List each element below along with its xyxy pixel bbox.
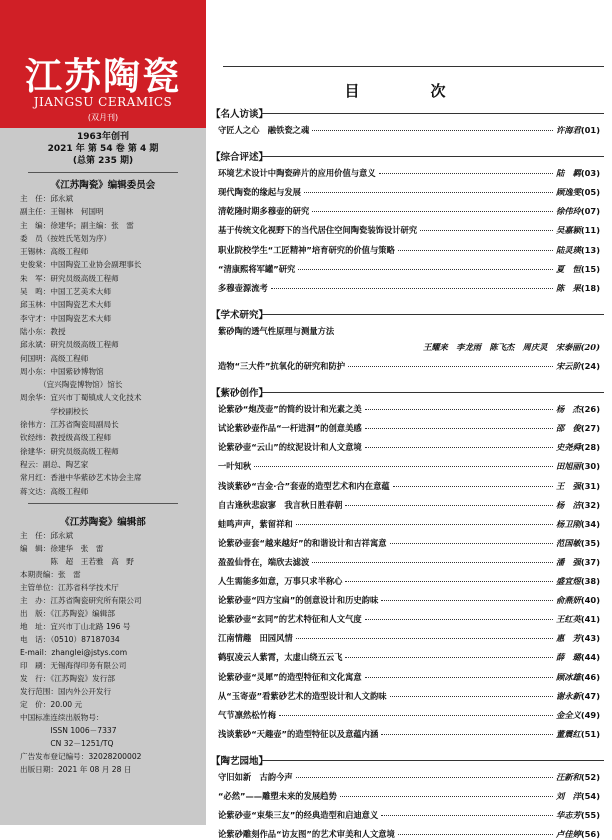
entry-title: 论紫砂“炮茂壶”的简约设计和光素之美 (218, 404, 362, 415)
masthead-line: 电 话：（0510）87187034 (20, 635, 120, 644)
entry-author: 惠 芳 (555, 633, 581, 644)
masthead-line: 蒋文达：高级工程师 (20, 486, 89, 496)
masthead-line: 出 版：《江苏陶瓷》编辑部 (20, 609, 115, 618)
entry-author: 谢永新 (555, 690, 581, 701)
masthead-panel (0, 0, 206, 825)
dot-leader (340, 795, 553, 797)
toc-title: 目 次 (344, 82, 474, 100)
toc-entry[interactable] (218, 263, 600, 275)
entry-title: 守匠人之心 融铁瓷之魂 (218, 125, 310, 135)
masthead-line: 广告发布登记编号：32028200002 (20, 752, 142, 761)
entry-author: 许海君 (555, 125, 581, 135)
masthead-line: 程云：副总、陶艺家 (20, 459, 89, 469)
entry-author: 邵 俊 (555, 423, 581, 434)
masthead-line: 学校副校长 (20, 406, 89, 416)
entry-title: 鹤驭凌云人紫霄，太虚山绕五云飞 (218, 652, 343, 663)
toc-entry[interactable] (218, 790, 600, 802)
dot-leader (296, 637, 553, 639)
entry-title: 紫砂陶的透气性原理与测量方法 (218, 325, 335, 336)
masthead-line: 王锡林：高级工程师 (20, 247, 89, 257)
entry-page: (49) (580, 709, 600, 720)
dot-leader (254, 465, 553, 467)
entry-author: 卢佳婷 (555, 829, 581, 840)
masthead-line: 主 任：邱永斌 (20, 194, 74, 203)
entry-title: 气节凛然松竹梅 (218, 709, 277, 720)
entry-page: (34) (580, 518, 600, 529)
masthead-line: 副主任：王锡林 何国明 (20, 207, 104, 217)
entry-author: 顾冰雄 (555, 671, 581, 682)
masthead-line: 徐伟方：江苏省陶瓷局副局长 (20, 420, 119, 430)
masthead-line: 印 刷：无锡海得印务有限公司 (20, 661, 127, 670)
toc-entry[interactable] (218, 632, 600, 644)
dot-leader (345, 656, 552, 658)
entry-title: 多穆壶源流考 (218, 282, 268, 293)
entry-title: 环境艺术设计中陶瓷碎片的应用价值与意义 (218, 168, 376, 179)
toc-entry[interactable] (218, 167, 600, 179)
masthead-line: ISSN 1006－7337 (20, 726, 117, 735)
masthead-line: 定 价：20.00 元 (20, 700, 83, 709)
entry-page: (44) (580, 652, 600, 663)
toc-entry[interactable] (218, 224, 600, 236)
entry-page: (11) (580, 225, 600, 236)
dot-leader (381, 733, 553, 735)
toc-entry[interactable] (218, 499, 600, 511)
dot-leader (420, 229, 553, 231)
entry-page: (27) (580, 423, 600, 434)
entry-page: (30) (580, 461, 600, 472)
entry-title: 论紫砂壶“束柴三友”的经典造型和启迪意义 (218, 810, 379, 821)
dot-leader (365, 408, 553, 410)
entry-author: 俞燕妍 (555, 595, 581, 606)
toc-entry[interactable] (218, 480, 600, 492)
toc-entry[interactable] (218, 282, 600, 294)
entry-page: (07) (580, 206, 600, 217)
entry-title: 盈盈仙骨在，端欣去滤波 (218, 556, 310, 567)
dot-leader (365, 427, 553, 429)
masthead-line: 发行范围：国内外公开发行 (20, 687, 112, 696)
toc-entry[interactable] (218, 186, 600, 198)
dot-leader (279, 714, 553, 716)
dot-leader (296, 776, 553, 778)
masthead-line: 陆小东：教授 (20, 326, 66, 336)
entry-author: 杨 杰 (555, 404, 581, 415)
toc-entry[interactable] (218, 556, 600, 568)
masthead-line: 史俊棠：中国陶瓷工业协会副理事长 (20, 260, 142, 270)
entry-author: 王 强 (555, 480, 581, 491)
toc-entry[interactable] (218, 828, 600, 840)
entry-page: (01) (580, 125, 600, 135)
entry-page: (03) (580, 168, 600, 179)
toc-entry[interactable] (218, 709, 600, 721)
dot-leader (296, 523, 553, 525)
entry-author: 范国敏 (555, 537, 581, 548)
toc-entry[interactable] (218, 441, 600, 453)
toc-entry[interactable] (218, 809, 600, 821)
entry-author: 陆灵瑛 (555, 244, 581, 255)
toc-entry[interactable] (218, 124, 600, 136)
toc-entry[interactable] (218, 728, 600, 740)
toc-entry[interactable] (218, 205, 600, 217)
toc-entry[interactable] (218, 422, 600, 434)
entry-page: (31) (580, 480, 600, 491)
dept-list (20, 529, 204, 776)
entry-title: “清康熙将军罐”研究 (218, 263, 296, 274)
total-issue: (总第 235 期) (72, 156, 134, 166)
dot-leader (393, 485, 553, 487)
journal-title: 江苏陶瓷 (25, 54, 181, 98)
category-rule (262, 156, 604, 157)
entry-page: (13) (580, 244, 600, 255)
toc-entry[interactable] (218, 325, 600, 337)
masthead-line: 常月红：香港中华紫砂艺术协会主席 (20, 473, 142, 483)
toc-entry[interactable] (218, 403, 600, 415)
toc-entry[interactable] (218, 518, 600, 530)
entry-title: 论紫砂壶“灵犀”的造型特征和文化寓意 (218, 671, 362, 682)
entry-author: 王红英 (555, 614, 581, 625)
dot-leader (390, 695, 553, 697)
masthead-line: 陈 超 王若雅 高 野 (20, 557, 134, 566)
entry-title: 浅谈紫砂“天趣壶”的造型特征以及意蕴内涵 (218, 728, 379, 739)
toc-entry[interactable] (218, 537, 600, 549)
masthead-line: E-mail：zhanglei@jstys.com (20, 648, 128, 657)
entry-page: (28) (580, 442, 600, 453)
entry-title: 职业院校学生“工匠精神”培育研究的价值与策略 (218, 244, 395, 255)
entry-title: 守旧如新 古韵今声 (218, 771, 293, 782)
dot-leader (312, 129, 553, 131)
dot-leader (312, 561, 553, 563)
entry-page: (35) (580, 537, 600, 548)
entry-title: 论紫砂壶“四方宝扁”的创意设计和历史韵味 (218, 595, 379, 606)
header-rule (223, 66, 604, 67)
entry-page: (05) (580, 187, 600, 198)
toc-entry[interactable] (218, 594, 600, 606)
entry-author: 薛 璐 (555, 652, 581, 663)
entry-title: 论紫砂壶套“越来越好”的和谐设计和吉祥寓意 (218, 537, 387, 548)
masthead-line: 李守才：中国陶瓷艺术大师 (20, 313, 112, 323)
dot-leader (379, 172, 553, 174)
toc-entry[interactable] (218, 244, 600, 256)
entry-author: 徐伟玲 (555, 206, 581, 217)
dot-leader (312, 210, 553, 212)
masthead-line: 朱 军：研究员级高级工程师 (20, 273, 119, 283)
entry-title: 自古逢秋悲寂寥 我言秋日胜春朝 (218, 499, 343, 510)
dot-leader (365, 446, 553, 448)
entry-page: (15) (580, 263, 600, 274)
dot-leader (298, 268, 553, 270)
toc-entry[interactable] (218, 651, 600, 663)
entry-page: (55) (580, 810, 600, 821)
dot-leader (345, 504, 552, 506)
toc-entry[interactable] (218, 360, 600, 372)
journal-subtitle: JIANGSU CERAMICS (33, 95, 173, 109)
masthead-line: 编 辑：徐建华 张 雷 (20, 544, 104, 553)
dot-leader (345, 580, 552, 582)
entry-author: 夏 恒 (555, 263, 581, 274)
entry-author: 刘 洋 (555, 791, 581, 801)
entry-title: 清乾隆时期多穆壶的研究 (218, 206, 310, 217)
entry-page: (54) (580, 791, 600, 801)
masthead-line: 主 任：邱永斌 (20, 531, 74, 540)
category-rule (262, 760, 604, 761)
toc-entry[interactable] (218, 690, 600, 702)
dot-leader (398, 833, 553, 835)
masthead-line: 周余华：宜兴市丁蜀镇成人文化技术 (20, 393, 142, 403)
entry-title: 从“玉寄壶”看紫砂艺术的造型设计和人文韵味 (218, 690, 387, 701)
entry-title: 现代陶瓷的缘起与发展 (218, 187, 301, 198)
journal-logo (0, 0, 206, 128)
entry-page: (51) (580, 728, 600, 739)
entry-author: 盛宜煜 (555, 576, 581, 586)
toc-entry[interactable] (218, 575, 600, 587)
entry-author: 杨 洁 (555, 499, 581, 510)
entry-page: (37) (580, 556, 600, 567)
entry-page: (41) (580, 614, 600, 625)
issue-info (0, 131, 206, 167)
masthead-line: 地 址：宜兴市丁山北路 196 号 (20, 622, 131, 631)
masthead-line: 主 编：徐建华；副主编：张 雷 (20, 220, 134, 230)
entry-page: (24) (580, 361, 600, 371)
toc-category: 【紫砂创作】 (211, 388, 269, 400)
masthead-line: 邱永斌：研究员级高级工程师 (20, 340, 119, 350)
category-rule (262, 314, 604, 315)
entry-page: (26) (580, 404, 600, 415)
category-rule (262, 392, 604, 393)
dot-leader (390, 542, 553, 544)
entry-page: (47) (580, 690, 600, 701)
journal-frequency: (双月刊) (87, 113, 119, 122)
entry-author: 顾逸雯 (555, 187, 581, 198)
masthead-line: 吴 鸣：中国工艺美术大师 (20, 287, 112, 297)
entry-title: 试论紫砂壶作品“一杆进洞”的创意美感 (218, 423, 362, 434)
masthead-line: 钦经纬：教授级高级工程师 (20, 433, 112, 443)
dot-leader (365, 676, 553, 678)
entry-page: (18) (580, 282, 600, 293)
toc-entry[interactable] (218, 671, 600, 683)
masthead-line: 主 办：江苏省陶瓷研究所有限公司 (20, 596, 142, 605)
entry-title: 论紫砂壶“云山”的纹泥设计和人文意境 (218, 442, 362, 453)
entry-author: 潘 强 (555, 556, 581, 567)
dot-leader (348, 365, 553, 367)
divider (28, 503, 178, 504)
dot-leader (381, 814, 553, 816)
entry-author: 杨卫刚 (555, 518, 581, 529)
dot-leader (398, 249, 553, 251)
entry-page: (52) (580, 771, 600, 782)
entry-title: 蛙鸣声声，紫留祥和 (218, 518, 293, 529)
toc-category: 【陶艺园地】 (211, 755, 269, 767)
entry-page: (46) (580, 671, 600, 682)
entry-author: 吴嘉颖 (555, 225, 581, 236)
entry-title: “必然”——雕塑未来的发展趋势 (218, 791, 337, 801)
entry-page: (32) (580, 499, 600, 510)
entry-author: 华志芳 (555, 810, 581, 821)
entry-page: (40) (580, 595, 600, 606)
entry-title: 江南情趣 田园风情 (218, 633, 293, 644)
entry-author: 陆 羁 (555, 168, 581, 179)
masthead-line: 发 行：《江苏陶瓷》发行部 (20, 674, 115, 683)
entry-author: 宋云阶 (555, 361, 581, 371)
masthead-line: 徐建华：研究员级高级工程师 (20, 446, 119, 456)
toc-category: 【综合评述】 (211, 152, 269, 164)
entry-author: 陈 果 (555, 282, 581, 293)
toc-entry[interactable] (218, 460, 600, 472)
dept-heading: 《江苏陶瓷》编辑部 (60, 517, 146, 528)
toc-entry[interactable] (218, 771, 600, 783)
masthead-line: 中国标准连续出版物号： (20, 713, 104, 722)
masthead-line: 出版日期：2021 年 08 月 28 日 (20, 765, 132, 774)
entry-author: 史尧舜 (555, 442, 581, 453)
volume-issue: 2021 年 第 54 卷 第 4 期 (47, 144, 159, 154)
masthead-line: 邱玉林：中国陶瓷艺术大师 (20, 300, 112, 310)
divider (28, 172, 178, 173)
entry-title: 论紫砂壶“玄同”的艺术特征和人文气度 (218, 614, 362, 625)
masthead-line: 本期责编：张 雷 (20, 570, 81, 579)
entry-page: (38) (580, 576, 600, 586)
dot-leader (271, 287, 553, 289)
entry-title: 基于传统文化视野下的当代居住空间陶瓷装饰设计研究 (218, 225, 418, 236)
entry-page: (43) (580, 633, 600, 644)
toc-entry[interactable] (218, 613, 600, 625)
entry-title: 造物“三大件”抗氧化的研究和防护 (218, 361, 346, 371)
masthead-line: CN 32－1251/TQ (20, 739, 114, 748)
dot-leader (304, 191, 553, 193)
masthead-line: （宜兴陶瓷博物馆）馆长 (20, 380, 123, 390)
masthead-line: 周小东：中国紫砂博物馆 (20, 366, 104, 376)
entry-page: (56) (580, 829, 600, 840)
committee-list (20, 192, 204, 498)
dot-leader (381, 599, 553, 601)
masthead-line: 何国明：高级工程师 (20, 353, 89, 363)
toc-category: 【学术研究】 (211, 309, 269, 321)
toc-category: 【名人访谈】 (211, 109, 269, 120)
entry-author: 金全义 (555, 709, 581, 720)
entry-authors: 王耀来 李龙雨 陈飞杰 周庆灵 宋泰丽(20) (422, 341, 600, 352)
category-rule (262, 113, 604, 114)
entry-author: 汪新和 (555, 771, 581, 782)
dot-leader (365, 618, 553, 620)
entry-title: 浅谈紫砂“吉金·合”套壶的造型艺术和内在意蕴 (218, 480, 390, 491)
entry-title: 论紫砂雕刻作品“访友图”的艺术审美和人文意境 (218, 829, 395, 840)
entry-author: 田旭丽 (555, 461, 581, 472)
masthead-line: 委 员（按姓氏笔划为序） (20, 233, 112, 243)
entry-author: 董震红 (555, 728, 581, 739)
masthead-line: 主管单位：江苏省科学技术厅 (20, 583, 119, 592)
entry-title: 人生需能多如意，万事只求半称心 (218, 576, 343, 586)
founded-year: 1963年创刊 (76, 132, 130, 142)
entry-title: 一叶知秋 (218, 461, 252, 472)
committee-heading: 《江苏陶瓷》编辑委员会 (50, 180, 156, 191)
